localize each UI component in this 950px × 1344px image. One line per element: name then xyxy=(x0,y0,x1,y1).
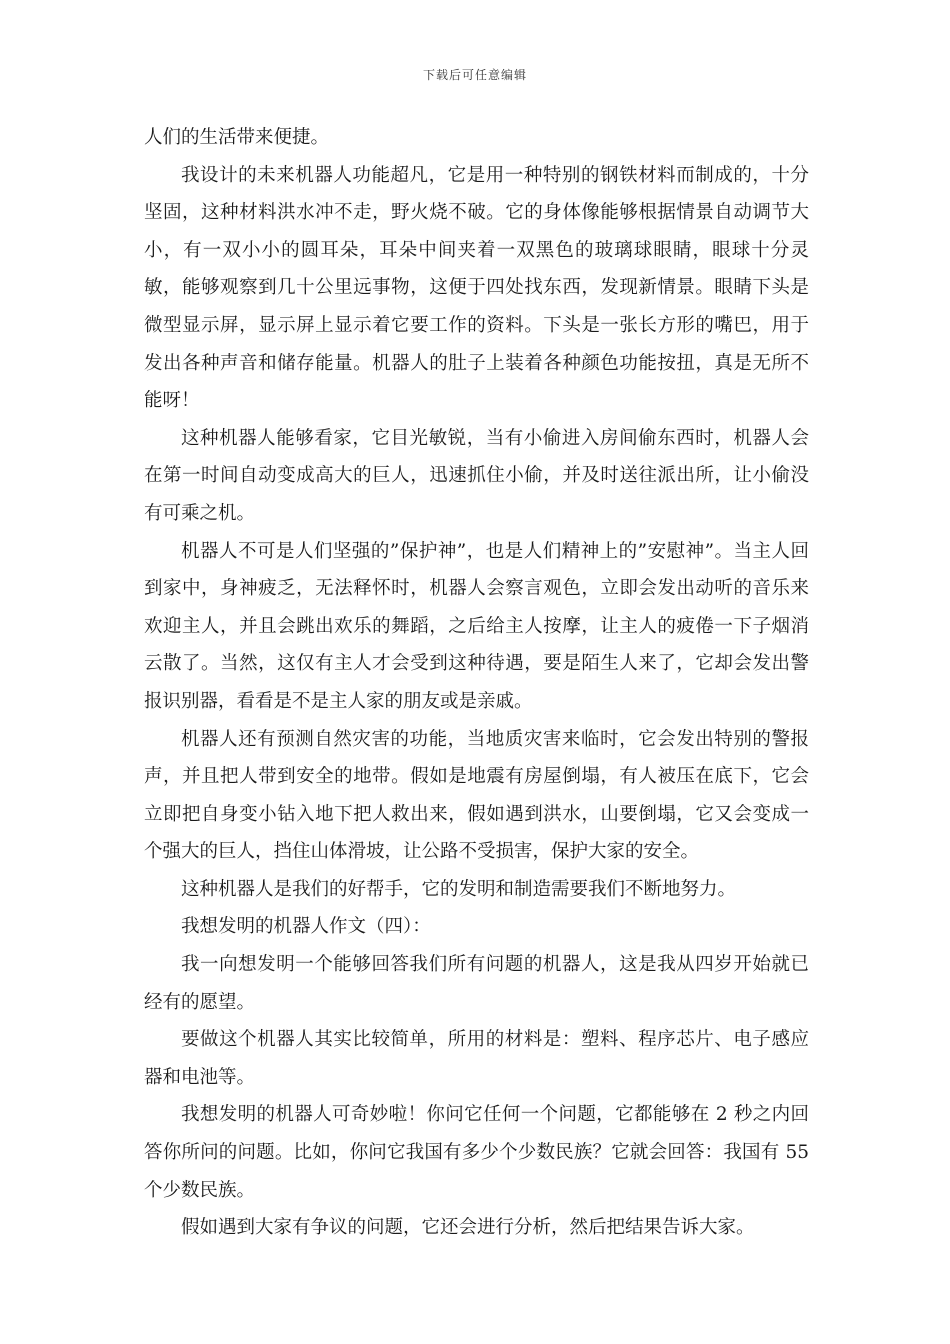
paragraph-3: 这种机器人能够看家，它目光敏锐，当有小偷进入房间偷东西时，机器人会在第一时间自动变成高大的巨人，迅速抓住小偷，并及时送往派出所，让小偷没有可乘之机。 xyxy=(144,427,809,524)
paragraph-10: 我想发明的机器人可奇妙啦！你问它任何一个问题，它都能够在 2 秒之内回答你所问的问题。比如，你问它我国有多少个少数民族？它就会回答：我国有 55 个少数民族。 xyxy=(144,1104,809,1201)
paragraph-5: 机器人还有预测自然灾害的功能，当地质灾害来临时，它会发出特别的警报声，并且把人带到安全的地带。假如是地震有房屋倒塌，有人被压在底下，它会立即把自身变小钻入地下把人救出来，假如遇到洪水，山要倒塌，它又会变成一个强大的巨人，挡住山体滑坡，让公路不受损害，保护大家的安全。 xyxy=(144,728,809,863)
essay-heading: 我想发明的机器人作文（四）： xyxy=(181,916,431,938)
paragraph-11: 假如遇到大家有争议的问题，它还会进行分析，然后把结果告诉大家。 xyxy=(181,1217,755,1239)
paragraph-8: 我一向想发明一个能够回答我们所有问题的机器人，这是我从四岁开始就已经有的愿望。 xyxy=(144,954,809,1013)
paragraph-1: 人们的生活带来便捷。 xyxy=(144,127,330,148)
paragraph-6: 这种机器人是我们的好帮手，它的发明和制造需要我们不断地努力。 xyxy=(181,878,737,900)
page-header: 下载后可任意编辑 xyxy=(422,68,527,82)
paragraph-9: 要做这个机器人其实比较简单，所用的材料是：塑料、程序芯片、电子感应器和电池等。 xyxy=(144,1029,809,1088)
paragraph-4: 机器人不可是人们坚强的”保护神”，也是人们精神上的”安慰神”。当主人回到家中，身神疲乏，无法释怀时，机器人会察言观色，立即会发出动听的音乐来欢迎主人，并且会跳出欢乐的舞蹈，之后给主人按摩，让主人的疲倦一下子烟消云散了。当然，这仅有主人才会受到这种待遇，要是陌生人来了，它却会发出警报识别器，看看是不是主人家的朋友或是亲戚。 xyxy=(144,540,809,712)
paragraph-2: 我设计的未来机器人功能超凡，它是用一种特别的钢铁材料而制成的，十分坚固，这种材料洪水冲不走，野火烧不破。它的身体像能够根据情景自动调节大小，有一双小小的圆耳朵，耳朵中间夹着一双黑色的玻璃球眼睛，眼球十分灵敏，能够观察到几十公里远事物，这便于四处找东西，发现新情景。眼睛下头是微型显示屏，显示屏上显示着它要工作的资料。下头是一张长方形的嘴巴，用于发出各种声音和储存能量。机器人的肚子上装着各种颜色功能按扭，真是无所不能呀！ xyxy=(144,164,809,412)
document-body xyxy=(144,119,809,1247)
